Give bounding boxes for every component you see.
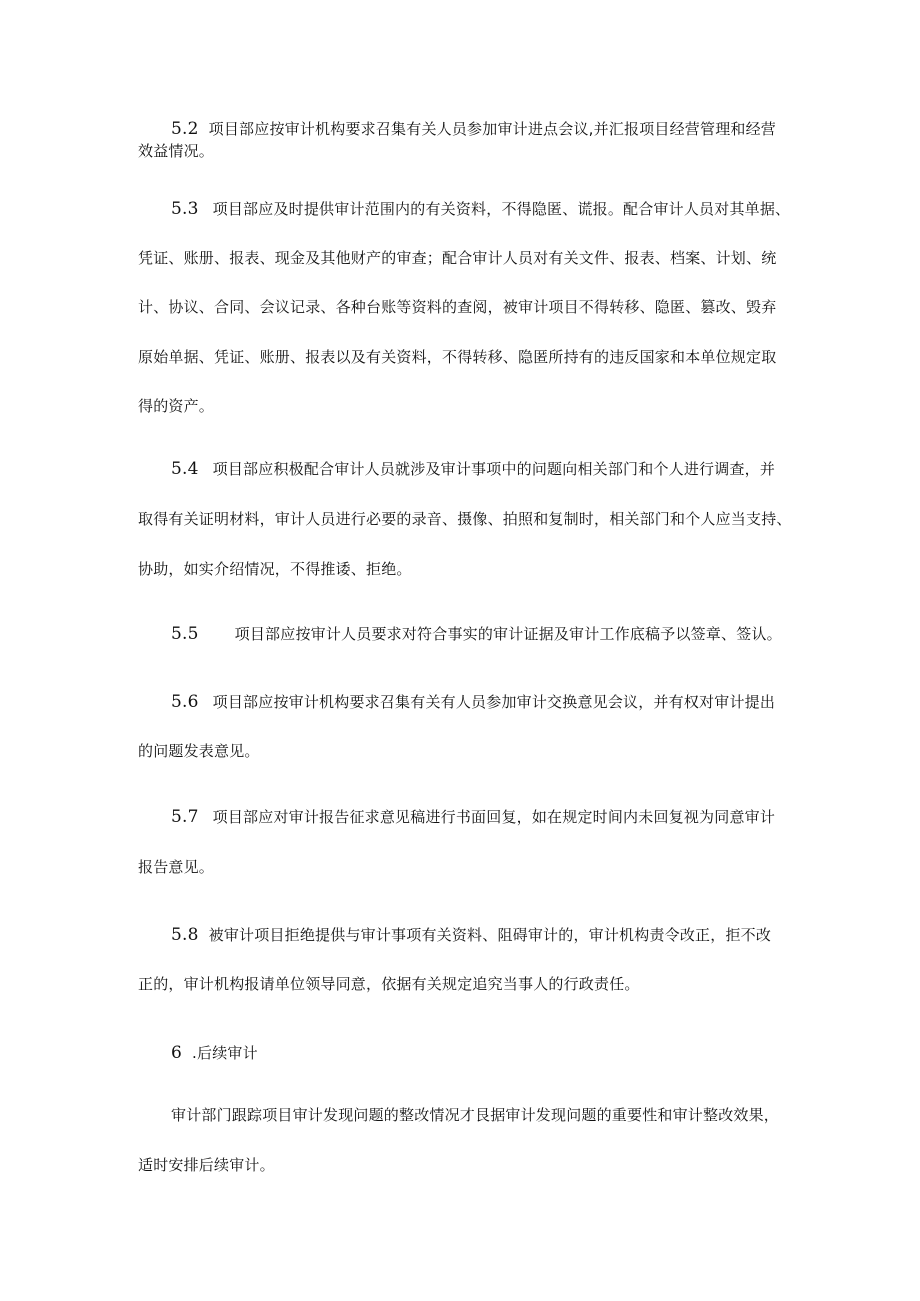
- section-number: 5.7: [171, 807, 199, 827]
- section-number: 5.8: [171, 925, 199, 945]
- section-5-7: [138, 806, 788, 876]
- section-5-7-line-1: 5.7 项目部应对审计报告征求意见稿进行书面回复，如在规定时间内未回复视为同意审计: [171, 807, 776, 827]
- section-5-3-line-1: 5.3 项目部应及时提供审计范围内的有关资料，不得隐匿、谎报。配合审计人员对其单据、: [171, 199, 791, 219]
- section-number: 5.3: [171, 199, 199, 219]
- section-5-3-line-2: 凭证、账册、报表、现金及其他财产的审查；配合审计人员对有关文件、报表、档案、计划、统: [138, 249, 777, 267]
- section-5-6-line-2: 的问题发表意见。: [138, 742, 260, 760]
- section-number: 5.6: [171, 692, 199, 712]
- section-5-5-line-1: 5.5 项目部应按审计人员要求对符合事实的审计证据及审计工作底稿予以签章、签认。: [171, 624, 782, 644]
- followup-line-1: 审计部门跟踪项目审计发现问题的整改情况才艮据审计发现问题的重要性和审计整改效果，: [171, 1106, 780, 1124]
- followup-line-2: 适时安排后续审计。: [138, 1156, 275, 1174]
- section-5-3-line-4: 原始单据、凭证、账册、报表以及有关资料，不得转移、隐匿所持有的违反国家和本单位规定取: [138, 348, 777, 366]
- followup-paragraph: [138, 1104, 788, 1174]
- section-5-4-line-3: 协助，如实介绍情况，不得推诿、拒绝。: [138, 560, 412, 578]
- section-number: 5.5: [171, 624, 199, 644]
- section-6-title: .后续审计: [192, 1044, 258, 1062]
- section-5-6: [138, 691, 788, 761]
- section-5-3-line-3: 计、协议、合同、会议记录、各种台账等资料的查阅，被审计项目不得转移、隐匿、篡改、毁弃: [138, 298, 777, 316]
- section-5-4-line-1: 5.4 项目部应积极配合审计人员就涉及审计事项中的问题向相关部门和个人进行调查，并: [171, 459, 776, 479]
- section-6-heading-line: [171, 1042, 258, 1063]
- section-5-7-line-2: 报告意见。: [138, 858, 215, 876]
- section-5-3: [138, 198, 791, 418]
- section-number: 6: [171, 1043, 183, 1063]
- section-number: 5.2: [171, 119, 199, 139]
- section-5-5: [138, 623, 788, 647]
- section-5-8-line-2: 正的，审计机构报请单位领导同意，依据有关规定追究当事人的行政责任。: [138, 975, 640, 993]
- section-5-6-line-1: 5.6 项目部应按审计机构要求召集有关有人员参加审计交换意见会议，并有权对审计提出: [171, 692, 776, 712]
- section-5-4-line-2: 取得有关证明材料，审计人员进行必要的录音、摄像、拍照和复制时，相关部门和个人应当支持、: [138, 510, 792, 528]
- section-5-4: [138, 458, 792, 578]
- section-5-8: [138, 924, 788, 994]
- section-5-2-line-2: 效益情况。: [138, 142, 215, 160]
- section-5-2-line-1: 5.2 项目部应按审计机构要求召集有关人员参加审计进点会议,并汇报项目经营管理和经营: [171, 119, 777, 139]
- section-6-heading: [138, 1042, 788, 1066]
- section-5-2: [138, 118, 788, 168]
- section-number: 5.4: [171, 459, 199, 479]
- section-5-3-line-5: 得的资产。: [138, 397, 215, 415]
- section-5-8-line-1: 5.8 被审计项目拒绝提供与审计事项有关资料、阻碍审计的，审计机构责令改正，拒不改: [171, 925, 772, 945]
